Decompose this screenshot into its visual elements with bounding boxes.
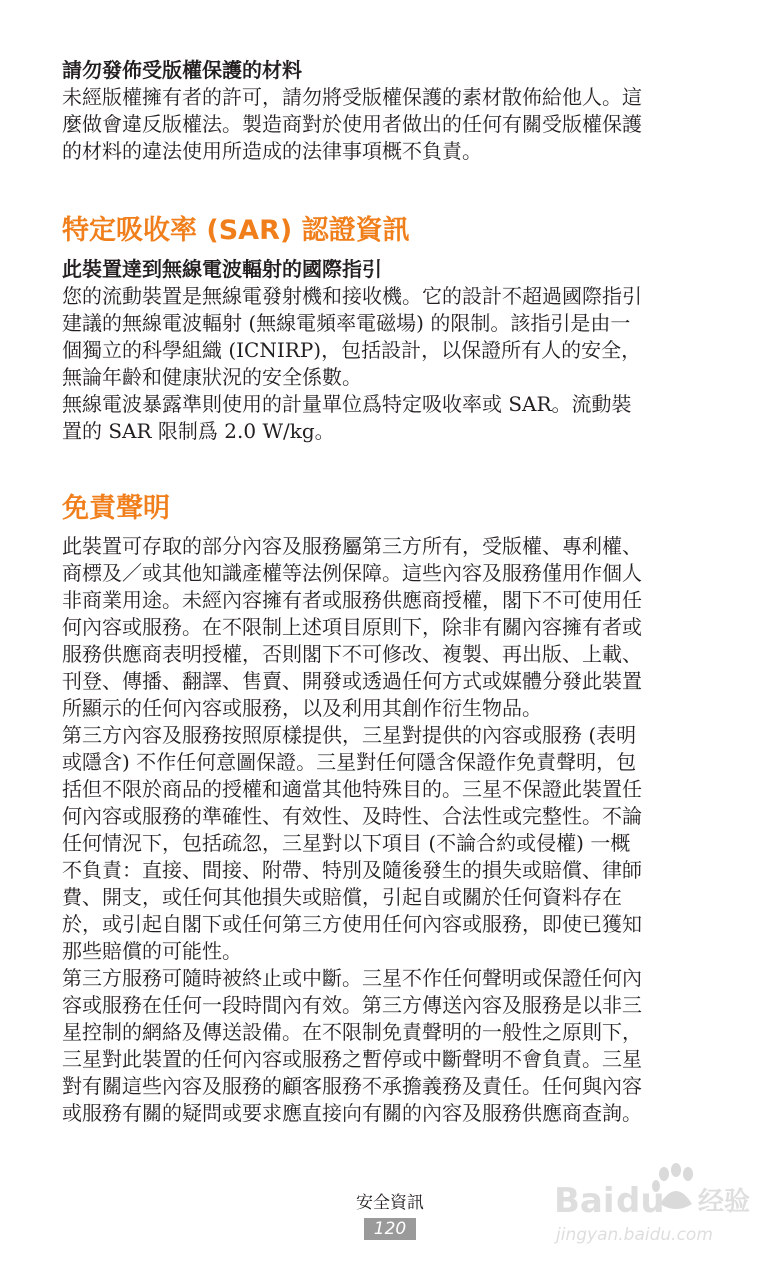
text-line: 於，或引起自閣下或任何第三方使用任何內容或服務，即使已獲知	[62, 912, 642, 936]
watermark-url: jingyan.baidu.com	[556, 1225, 713, 1245]
sar-heading: 此裝置達到無線電波輻射的國際指引	[62, 257, 382, 281]
disclaimer-paragraph-2	[62, 722, 722, 965]
text-line: 麼做會違反版權法。製造商對於使用者做出的任何有關受版權保護	[62, 112, 642, 136]
text-line: 非商業用途。未經內容擁有者或服務供應商授權，閣下不可使用任	[62, 588, 642, 612]
sar-paragraph-2	[62, 391, 722, 445]
text-line: 任何情況下，包括疏忽，三星對以下項目 (不論合約或侵權) 一概	[62, 831, 631, 855]
text-line: 費、開支，或任何其他損失或賠償，引起自或關於任何資料存在	[62, 885, 622, 909]
text-line: 的材料的違法使用所造成的法律事項概不負責。	[62, 139, 482, 163]
document-page	[62, 56, 722, 1127]
watermark-cn: 经验	[698, 1187, 751, 1217]
baidu-jingyan-watermark	[552, 1160, 752, 1250]
text-line: 無線電波暴露準則使用的計量單位爲特定吸收率或 SAR。流動裝	[62, 392, 632, 416]
watermark-brand: Bai	[554, 1181, 615, 1221]
text-line: 您的流動裝置是無線電發射機和接收機。它的設計不超過國際指引	[62, 284, 642, 308]
text-line: 刊登、傳播、翻譯、售賣、開發或透過任何方式或媒體分發此裝置	[62, 669, 642, 693]
copyright-paragraph	[62, 84, 722, 165]
text-line: 置的 SAR 限制爲 2.0 W/kg。	[62, 419, 335, 443]
text-line: 所顯示的任何內容或服務，以及利用其創作衍生物品。	[62, 696, 542, 720]
text-line: 不負責：直接、間接、附帶、特別及隨後發生的損失或賠償、律師	[62, 858, 642, 882]
text-line: 第三方服務可隨時被終止或中斷。三星不作任何聲明或保證任何內	[62, 966, 642, 990]
text-line: 容或服務在任何一段時間內有效。第三方傳送內容及服務是以非三	[62, 993, 642, 1017]
text-line: 括但不限於商品的授權和適當其他特殊目的。三星不保證此裝置任	[62, 777, 642, 801]
text-line: 建議的無線電波輻射 (無線電頻率電磁場) 的限制。該指引是由一	[62, 311, 631, 335]
text-line: 第三方內容及服務按照原樣提供，三星對提供的內容或服務 (表明	[62, 723, 637, 747]
sar-section-title: 特定吸收率 (SAR) 認證資訊	[62, 215, 410, 246]
text-line: 何內容或服務。在不限制上述項目原則下，除非有關內容擁有者或	[62, 615, 642, 639]
text-line: 無論年齡和健康狀況的安全係數。	[62, 365, 362, 389]
text-line: 何內容或服務的準確性、有效性、及時性、合法性或完整性。不論	[62, 804, 642, 828]
page-number: 120	[364, 1218, 416, 1240]
disclaimer-section-title: 免責聲明	[62, 493, 170, 524]
text-line: 星控制的網絡及傳送設備。在不限制免責聲明的一般性之原則下，	[62, 1020, 642, 1044]
text-line: 對有關這些內容及服務的顧客服務不承擔義務及責任。任何與內容	[62, 1074, 642, 1098]
text-line: 服務供應商表明授權，否則閣下不可修改、複製、再出版、上載、	[62, 642, 642, 666]
text-line: 此裝置可存取的部分內容及服務屬第三方所有，受版權、專利權、	[62, 534, 642, 558]
watermark-brand-2: du	[616, 1181, 665, 1221]
text-line: 未經版權擁有者的許可，請勿將受版權保護的素材散佈給他人。這	[62, 85, 642, 109]
text-line: 商標及／或其他知識產權等法例保障。這些內容及服務僅用作個人	[62, 561, 642, 585]
disclaimer-paragraph-1	[62, 533, 722, 722]
text-line: 個獨立的科學組織 (ICNIRP)，包括設計，以保證所有人的安全，	[62, 338, 642, 362]
copyright-heading: 請勿發佈受版權保護的材料	[62, 58, 302, 82]
text-line: 那些賠償的可能性。	[62, 939, 242, 963]
sar-paragraph-1	[62, 283, 722, 391]
text-line: 或服務有關的疑問或要求應直接向有關的內容及服務供應商查詢。	[62, 1101, 642, 1125]
footer-section-label: 安全資訊	[356, 1193, 424, 1213]
text-line: 三星對此裝置的任何內容或服務之暫停或中斷聲明不會負責。三星	[62, 1047, 642, 1071]
disclaimer-paragraph-3	[62, 965, 722, 1127]
text-line: 或隱含) 不作任何意圖保證。三星對任何隱含保證作免責聲明，包	[62, 750, 637, 774]
